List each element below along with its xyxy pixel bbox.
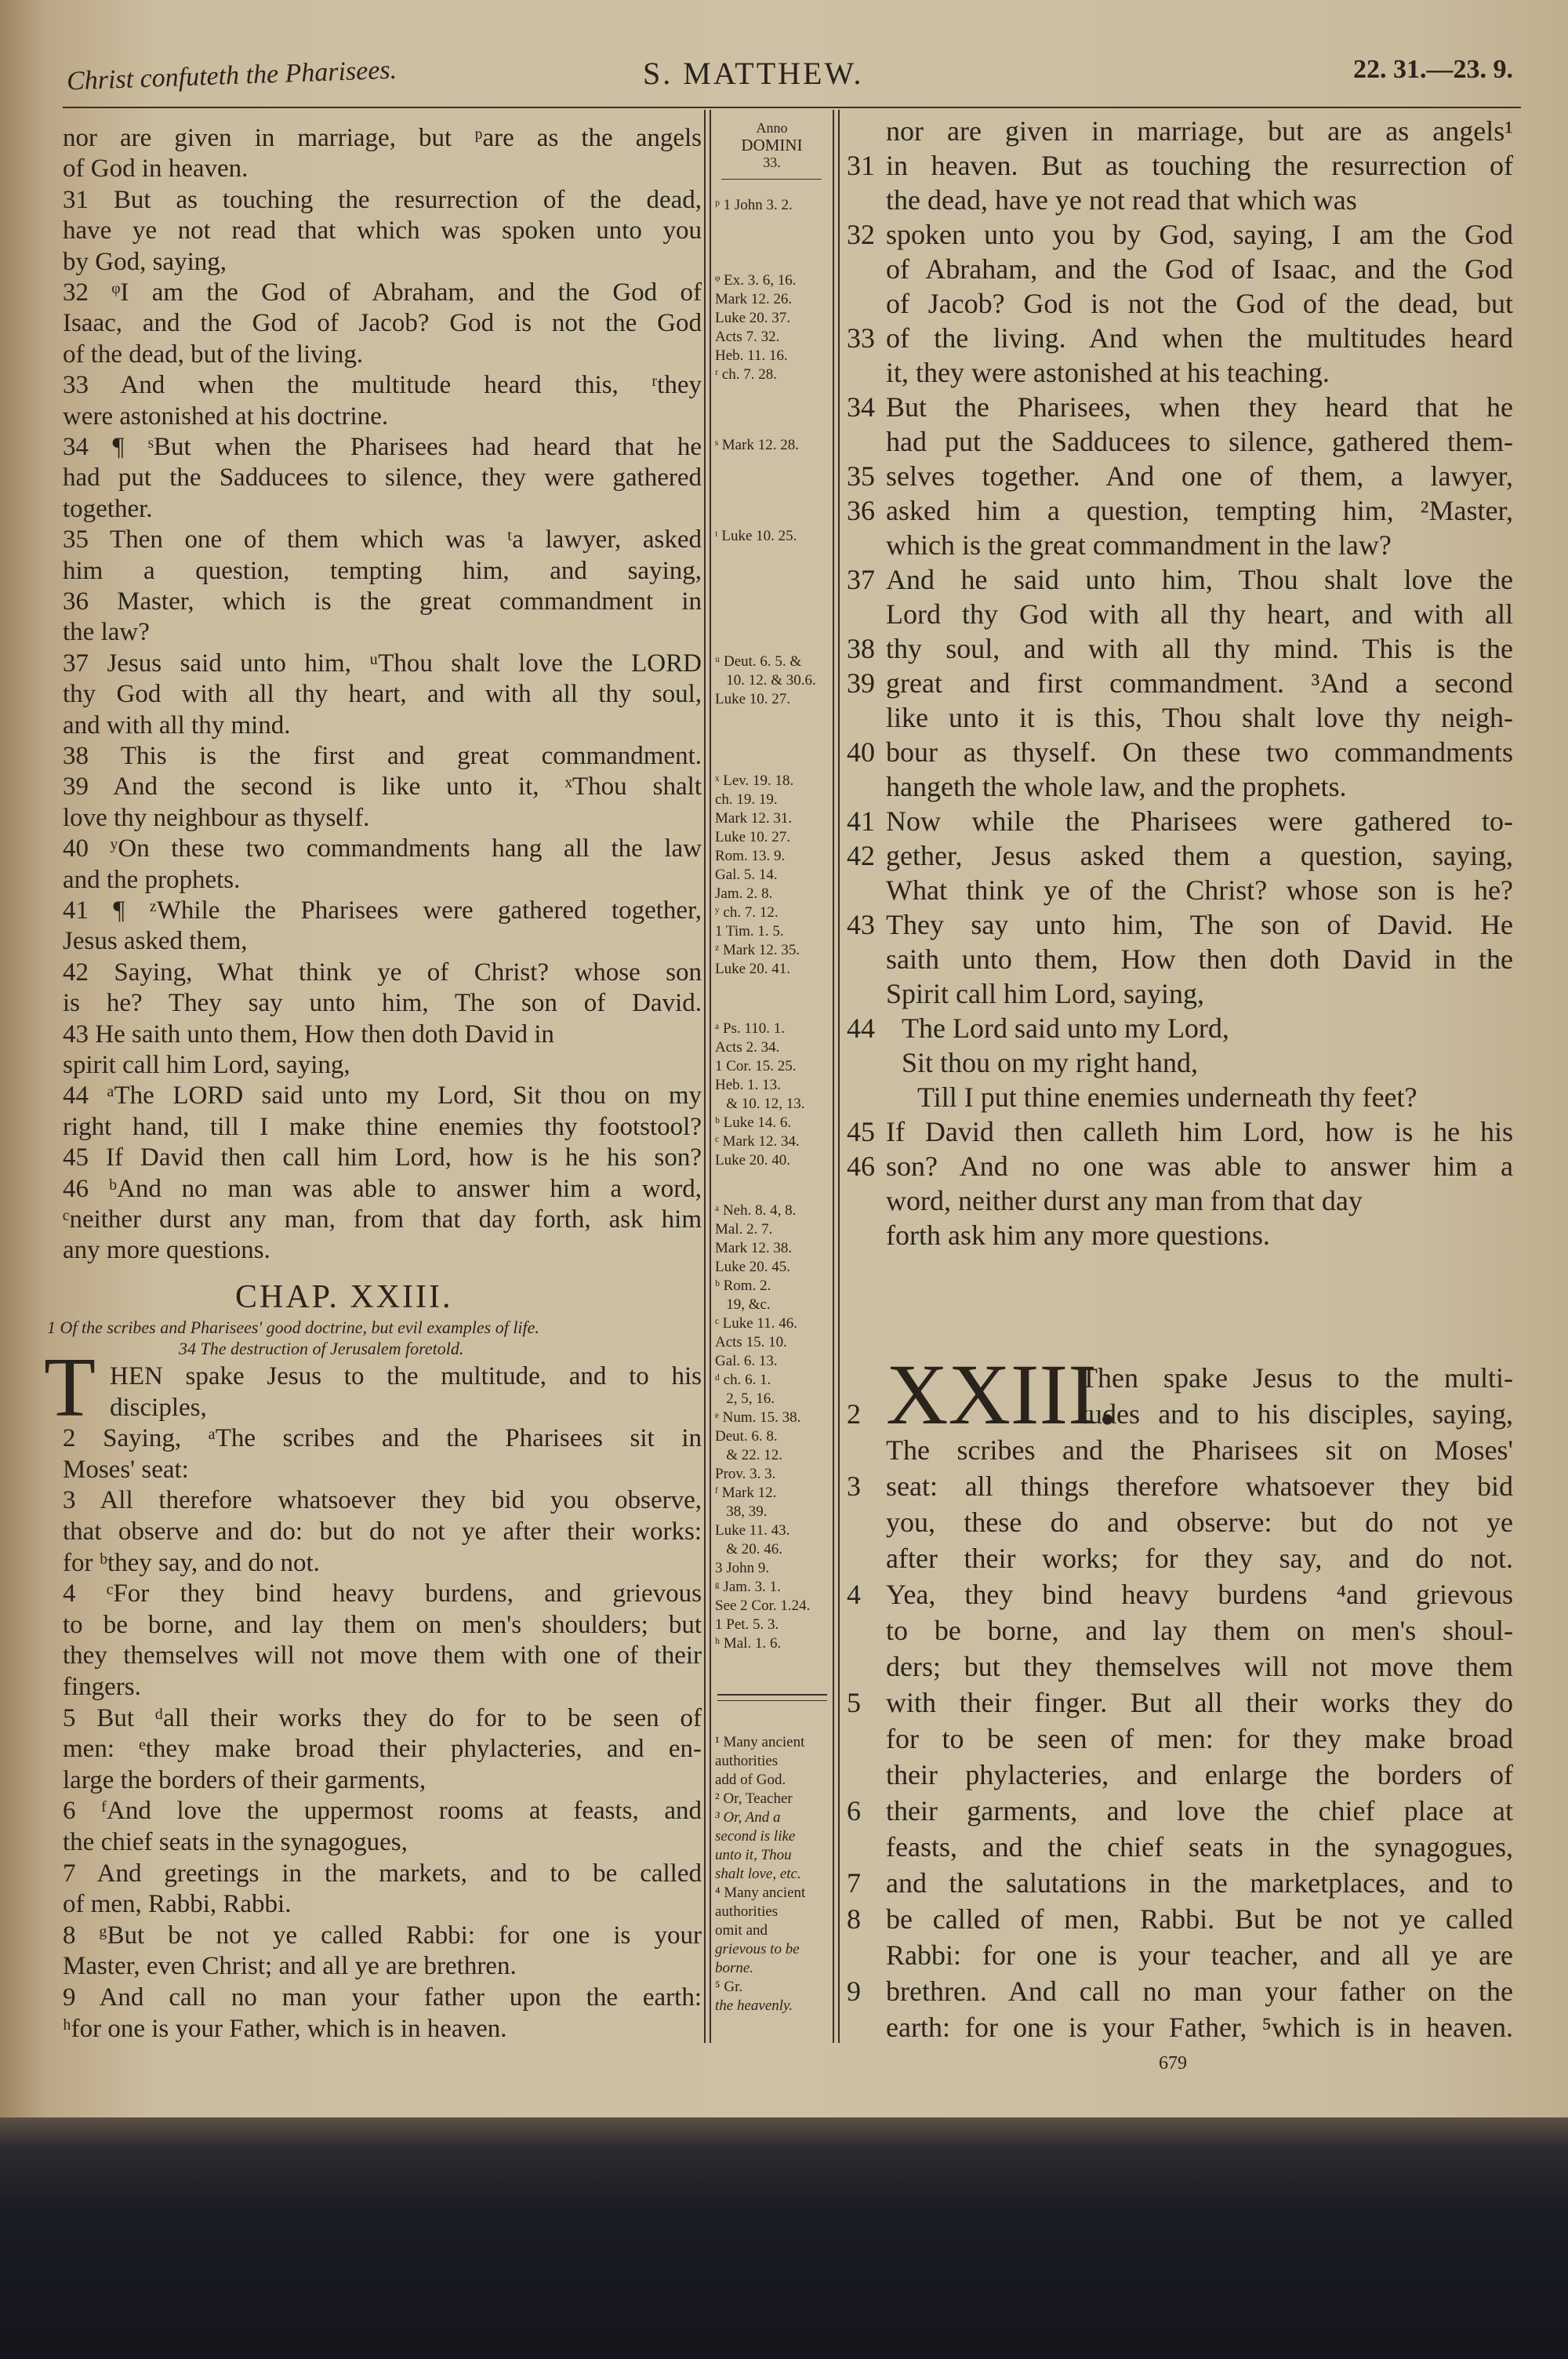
text-line: Master, even Christ; and all ye are brethren. bbox=[63, 1952, 517, 1981]
text-line: 4 ᶜFor they bind heavy burdens, and grievous bbox=[63, 1579, 702, 1608]
footnote: shalt love, etc. bbox=[715, 1866, 801, 1882]
verse-number: 39 bbox=[847, 667, 875, 699]
cross-reference: Gal. 6. 13. bbox=[715, 1353, 778, 1369]
cross-reference: 1 Cor. 15. 25. bbox=[715, 1058, 797, 1074]
cross-reference: 1 Pet. 5. 3. bbox=[715, 1616, 779, 1633]
cross-reference: & 22. 12. bbox=[715, 1447, 783, 1463]
text-line: of Jacob? God is not the God of the dead, but bbox=[886, 288, 1513, 319]
text-line: 41 ¶ ᶻWhile the Pharisees were gathered together, bbox=[63, 896, 702, 925]
footnote: grievous to be bbox=[715, 1941, 800, 1957]
chapter-verse-reference: 22. 31.—23. 9. bbox=[1353, 55, 1513, 84]
cross-reference: Mark 12. 31. bbox=[715, 810, 793, 827]
text-line: 46 ᵇAnd no man was able to answer him a word, bbox=[63, 1174, 702, 1203]
chapter-title: CHAP. XXIII. bbox=[235, 1279, 453, 1315]
text-line: of men, Rabbi, Rabbi. bbox=[63, 1890, 292, 1919]
cross-reference: ᶜ Mark 12. 34. bbox=[715, 1133, 800, 1150]
cross-reference: Luke 20. 41. bbox=[715, 961, 791, 977]
text-line: tudes and to his disciples, saying, bbox=[1080, 1398, 1513, 1430]
cross-reference: Luke 20. 45. bbox=[715, 1259, 791, 1275]
text-line: in heaven. But as touching the resurrection of bbox=[886, 150, 1513, 181]
text-line: Then spake Jesus to the multi- bbox=[1080, 1362, 1513, 1394]
text-line: for ᵇthey say, and do not. bbox=[63, 1548, 320, 1577]
text-line: the law? bbox=[63, 618, 150, 647]
text-line: thy God with all thy heart, and with all thy soul, bbox=[63, 680, 702, 709]
text-line: it, they were astonished at his teaching. bbox=[886, 357, 1330, 388]
text-line: 39 And the second is like unto it, ˣThou shalt bbox=[63, 772, 702, 801]
text-line: hangeth the whole law, and the prophets. bbox=[886, 771, 1347, 802]
text-line: And he said unto him, Thou shalt love the bbox=[886, 564, 1513, 595]
anno-domini bbox=[711, 119, 833, 171]
text-line: asked him a question, tempting him, ²Master, bbox=[886, 495, 1513, 526]
cross-reference: ʳ ch. 7. 28. bbox=[715, 366, 778, 383]
text-line: Moses' seat: bbox=[63, 1455, 189, 1484]
text-line: ᶜneither durst any man, from that day forth, ask him bbox=[63, 1205, 702, 1234]
chapter-numeral: XXIII. bbox=[886, 1347, 1119, 1442]
text-line: their phylacteries, and enlarge the borders of bbox=[886, 1759, 1513, 1790]
verse-number: 44 bbox=[847, 1012, 875, 1044]
cross-reference: ᵉ Num. 15. 38. bbox=[715, 1409, 801, 1426]
text-line: 44 ᵃThe LORD said unto my Lord, Sit thou on my bbox=[63, 1081, 702, 1110]
verse-number: 2 bbox=[847, 1398, 861, 1430]
text-line: Now while the Pharisees were gathered to- bbox=[886, 805, 1513, 837]
chapter-summary: 34 The destruction of Jerusalem foretold. bbox=[179, 1339, 464, 1358]
text-line: 31 But as touching the resurrection of the dead, bbox=[63, 185, 702, 214]
cross-reference: ᵖ 1 John 3. 2. bbox=[715, 197, 793, 213]
footnote: unto it, Thou bbox=[715, 1847, 792, 1863]
cross-reference: ᵘ Deut. 6. 5. & bbox=[715, 653, 802, 670]
cross-reference: Rom. 13. 9. bbox=[715, 848, 786, 864]
header-rule bbox=[63, 107, 1521, 108]
cross-reference: Mal. 2. 7. bbox=[715, 1221, 773, 1238]
verse-number: 9 bbox=[847, 1976, 861, 2007]
book-title: S. MATTHEW. bbox=[643, 56, 864, 91]
verse-number: 36 bbox=[847, 495, 875, 526]
cross-reference: Jam. 2. 8. bbox=[715, 885, 773, 902]
text-line: to be borne, and lay them on men's shoulders; but bbox=[63, 1610, 702, 1639]
cross-reference: 3 John 9. bbox=[715, 1560, 770, 1576]
text-line: were astonished at his doctrine. bbox=[63, 402, 389, 431]
text-line: of God in heaven. bbox=[63, 154, 249, 184]
text-line: large the borders of their garments, bbox=[63, 1765, 426, 1794]
verse-number: 7 bbox=[847, 1867, 861, 1899]
text-line: The Lord said unto my Lord, bbox=[902, 1012, 1229, 1044]
text-line: 8 ᵍBut be not ye called Rabbi: for one is your bbox=[63, 1921, 702, 1950]
text-line: had put the Sadducees to silence, they were gathered bbox=[63, 463, 702, 493]
text-line: 5 But ᵈall their works they do for to be seen of bbox=[63, 1703, 702, 1732]
cross-reference: ʰ Mal. 1. 6. bbox=[715, 1635, 782, 1652]
cross-reference: ᶜ Luke 11. 46. bbox=[715, 1315, 797, 1332]
cross-reference: Luke 11. 43. bbox=[715, 1522, 790, 1539]
verse-number: 40 bbox=[847, 736, 875, 768]
footnote: authorities bbox=[715, 1753, 779, 1769]
text-line: 36 Master, which is the great commandment in bbox=[63, 587, 702, 616]
cross-reference: See 2 Cor. 1.24. bbox=[715, 1598, 811, 1614]
text-line: and the prophets. bbox=[63, 865, 241, 894]
cross-reference: ˢ Mark 12. 28. bbox=[715, 437, 799, 453]
verse-number: 38 bbox=[847, 633, 875, 664]
text-line: Sit thou on my right hand, bbox=[902, 1047, 1198, 1078]
text-line: But the Pharisees, when they heard that he bbox=[886, 391, 1513, 423]
verse-number: 3 bbox=[847, 1470, 861, 1502]
text-line: 2 Saying, ᵃThe scribes and the Pharisees sit in bbox=[63, 1424, 702, 1453]
verse-number: 31 bbox=[847, 150, 875, 181]
verse-number: 34 bbox=[847, 391, 875, 423]
text-line: gether, Jesus asked them a question, saying, bbox=[886, 840, 1513, 871]
text-line: saith unto them, How then doth David in the bbox=[886, 943, 1513, 975]
text-line: by God, saying, bbox=[63, 247, 227, 276]
running-title: Christ confuteth the Pharisees. bbox=[66, 55, 397, 96]
cross-reference: 2, 5, 16. bbox=[715, 1390, 775, 1407]
text-line: 6 ᶠAnd love the uppermost rooms at feasts, and bbox=[63, 1797, 702, 1826]
text-line: earth: for one is your Father, ⁵which is in heaven. bbox=[886, 2012, 1513, 2043]
verse-number: 33 bbox=[847, 322, 875, 354]
anno-rule bbox=[721, 179, 822, 180]
text-line: great and first commandment. ³And a second bbox=[886, 667, 1513, 699]
text-line: 3 All therefore whatsoever they bid you observe, bbox=[63, 1486, 702, 1515]
cross-reference: ᵍ Jam. 3. 1. bbox=[715, 1579, 781, 1595]
text-line: 32 ᵠI am the God of Abraham, and the God of bbox=[63, 278, 702, 307]
text-line: him a question, tempting him, and saying, bbox=[63, 556, 702, 585]
cross-reference: ᵗ Luke 10. 25. bbox=[715, 528, 797, 544]
text-line: 38 This is the first and great commandment. bbox=[63, 742, 702, 770]
text-line: spirit call him Lord, saying, bbox=[63, 1051, 350, 1079]
text-line: 45 If David then call him Lord, how is he his son? bbox=[63, 1143, 702, 1172]
text-line: spoken unto you by God, saying, I am the God bbox=[886, 219, 1513, 250]
text-line: If David then calleth him Lord, how is he his bbox=[886, 1116, 1513, 1147]
text-line: ʰfor one is your Father, which is in heaven. bbox=[63, 2014, 507, 2043]
text-line: The scribes and the Pharisees sit on Moses' bbox=[886, 1434, 1513, 1466]
cross-reference: Luke 10. 27. bbox=[715, 829, 791, 845]
text-line: 35 Then one of them which was ᵗa lawyer, asked bbox=[63, 525, 702, 554]
footnote-rule bbox=[717, 1700, 827, 1701]
text-line: right hand, till I make thine enemies thy footstool? bbox=[63, 1112, 702, 1141]
cross-reference: Acts 7. 32. bbox=[715, 329, 780, 345]
verse-number: 45 bbox=[847, 1116, 875, 1147]
footnote: omit and bbox=[715, 1922, 768, 1939]
cross-reference: Gal. 5. 14. bbox=[715, 867, 778, 883]
footnote-rule bbox=[717, 1694, 827, 1696]
cross-reference: ʸ ch. 7. 12. bbox=[715, 904, 779, 921]
footnote: ⁴ Many ancient bbox=[715, 1885, 806, 1901]
text-line: and the salutations in the marketplaces, and to bbox=[886, 1867, 1513, 1899]
footnote: ³ Or, And a bbox=[715, 1809, 781, 1826]
cross-reference: Luke 20. 37. bbox=[715, 310, 791, 326]
text-line: nor are given in marriage, but ᵖare as the angels bbox=[63, 124, 702, 152]
text-line: 43 He saith unto them, How then doth David in bbox=[63, 1020, 554, 1049]
cross-reference: Prov. 3. 3. bbox=[715, 1466, 776, 1482]
text-line: of the living. And when the multitudes heard bbox=[886, 322, 1513, 354]
text-line: They say unto him, The son of David. He bbox=[886, 909, 1513, 940]
footnote: second is like bbox=[715, 1828, 796, 1845]
text-line: any more questions. bbox=[63, 1236, 270, 1265]
text-line: like unto it is this, Thou shalt love thy neigh- bbox=[886, 702, 1513, 733]
page-number: 679 bbox=[1159, 2053, 1187, 2074]
text-line: you, these do and observe: but do not ye bbox=[886, 1507, 1513, 1538]
text-line: with their finger. But all their works they do bbox=[886, 1687, 1513, 1718]
text-line: 37 Jesus said unto him, ᵘThou shalt love the LORD bbox=[63, 649, 702, 678]
verse-number: 37 bbox=[847, 564, 875, 595]
text-line: brethren. And call no man your father on the bbox=[886, 1976, 1513, 2007]
text-line: feasts, and the chief seats in the synagogues, bbox=[886, 1831, 1513, 1863]
cross-reference: 10. 12. & 30.6. bbox=[715, 672, 816, 689]
drop-cap: T bbox=[44, 1341, 96, 1434]
verse-number: 8 bbox=[847, 1903, 861, 1935]
column-rule bbox=[833, 110, 834, 2043]
text-line: their garments, and love the chief place at bbox=[886, 1795, 1513, 1826]
cross-reference: Acts 15. 10. bbox=[715, 1334, 787, 1350]
text-line: What think ye of the Christ? whose son is he? bbox=[886, 874, 1513, 906]
verse-number: 41 bbox=[847, 805, 875, 837]
cross-reference: Mark 12. 38. bbox=[715, 1240, 793, 1256]
cross-reference: ᵃ Ps. 110. 1. bbox=[715, 1020, 785, 1037]
text-line: 9 And call no man your father upon the earth: bbox=[63, 1983, 702, 2012]
text-line: of Abraham, and the God of Isaac, and the God bbox=[886, 253, 1513, 285]
table-surface-background bbox=[0, 2117, 1568, 2359]
verse-number: 4 bbox=[847, 1579, 861, 1610]
text-line: of the dead, but of the living. bbox=[63, 340, 364, 369]
text-line: they themselves will not move them with one of their bbox=[63, 1641, 702, 1670]
footnote: borne. bbox=[715, 1960, 754, 1976]
text-line: fingers. bbox=[63, 1673, 141, 1701]
text-line: had put the Sadducees to silence, gathered them- bbox=[886, 426, 1513, 457]
text-line: 33 And when the multitude heard this, ʳthey bbox=[63, 371, 702, 400]
cross-reference: ᵃ Neh. 8. 4, 8. bbox=[715, 1202, 797, 1219]
verse-number: 46 bbox=[847, 1150, 875, 1182]
text-line: for to be seen of men: for they make broad bbox=[886, 1723, 1513, 1754]
cross-reference: 1 Tim. 1. 5. bbox=[715, 923, 784, 940]
footnote: ⁵ Gr. bbox=[715, 1979, 743, 1995]
verse-number: 42 bbox=[847, 840, 875, 871]
text-line: 40 ʸOn these two commandments hang all the law bbox=[63, 834, 702, 863]
text-line: that observe and do: but do not ye after their works: bbox=[63, 1518, 702, 1546]
verse-number: 35 bbox=[847, 460, 875, 492]
text-line: have ye not read that which was spoken unto you bbox=[63, 216, 702, 245]
cross-reference: Deut. 6. 8. bbox=[715, 1428, 778, 1445]
text-line: bour as thyself. On these two commandments bbox=[886, 736, 1513, 768]
cross-reference: ᵇ Luke 14. 6. bbox=[715, 1114, 792, 1131]
cross-reference: & 20. 46. bbox=[715, 1541, 783, 1558]
column-rule bbox=[838, 110, 840, 2043]
cross-reference: ˣ Lev. 19. 18. bbox=[715, 772, 794, 789]
text-line: Isaac, and the God of Jacob? God is not the God bbox=[63, 309, 702, 338]
cross-reference: 19, &c. bbox=[715, 1296, 771, 1313]
text-line: selves together. And one of them, a lawyer, bbox=[886, 460, 1513, 492]
text-line: together. bbox=[63, 494, 153, 523]
text-line: be called of men, Rabbi. But be not ye called bbox=[886, 1903, 1513, 1935]
cross-reference: ᵠ Ex. 3. 6, 16. bbox=[715, 272, 797, 289]
text-line: to be borne, and lay them on men's shoul- bbox=[886, 1615, 1513, 1646]
text-line: thy soul, and with all thy mind. This is the bbox=[886, 633, 1513, 664]
text-line: Lord thy God with all thy heart, and with all bbox=[886, 598, 1513, 630]
text-line: 34 ¶ ˢBut when the Pharisees had heard that he bbox=[63, 433, 702, 461]
text-line: Jesus asked them, bbox=[63, 927, 248, 956]
cross-reference: ᵈ ch. 6. 1. bbox=[715, 1372, 771, 1388]
year-label: 33. bbox=[763, 154, 781, 170]
cross-reference: Luke 10. 27. bbox=[715, 691, 791, 707]
cross-reference: ᶻ Mark 12. 35. bbox=[715, 942, 800, 958]
text-line: the dead, have ye not read that which was bbox=[886, 184, 1357, 216]
text-line: HEN spake Jesus to the multitude, and to his bbox=[110, 1362, 702, 1390]
text-line: son? And no one was able to answer him a bbox=[886, 1150, 1513, 1182]
verse-number: 43 bbox=[847, 909, 875, 940]
text-line: 42 Saying, What think ye of Christ? whose son bbox=[63, 958, 702, 987]
chapter-summary: 1 Of the scribes and Pharisees' good doctrine, but evil examples of life. bbox=[47, 1318, 539, 1337]
footnote: the heavenly. bbox=[715, 1997, 793, 2014]
text-line: which is the great commandment in the law? bbox=[886, 529, 1392, 561]
footnote: authorities bbox=[715, 1903, 779, 1920]
text-line: ders; but they themselves will not move them bbox=[886, 1651, 1513, 1682]
cross-reference: Mark 12. 26. bbox=[715, 291, 793, 307]
text-line: is he? They say unto him, The son of David. bbox=[63, 989, 702, 1018]
cross-reference: Luke 20. 40. bbox=[715, 1152, 791, 1169]
footnote: ² Or, Teacher bbox=[715, 1790, 793, 1807]
verse-number: 32 bbox=[847, 219, 875, 250]
column-rule bbox=[710, 110, 711, 2043]
text-line: men: ᵉthey make broad their phylacteries, and en- bbox=[63, 1735, 702, 1764]
text-line: Spirit call him Lord, saying, bbox=[886, 978, 1204, 1009]
footnote: ¹ Many ancient bbox=[715, 1734, 805, 1750]
text-line: 7 And greetings in the markets, and to be called bbox=[63, 1859, 702, 1888]
cross-reference: ᶠ Mark 12. bbox=[715, 1485, 777, 1501]
text-line: and with all thy mind. bbox=[63, 711, 291, 740]
text-line: the chief seats in the synagogues, bbox=[63, 1828, 408, 1856]
text-line: Rabbi: for one is your teacher, and all ye are bbox=[886, 1939, 1513, 1971]
text-line: nor are given in marriage, but are as angels¹ bbox=[886, 115, 1513, 147]
text-line: forth ask him any more questions. bbox=[886, 1219, 1270, 1251]
domini-label: DOMINI bbox=[741, 136, 803, 154]
cross-reference: Acts 2. 34. bbox=[715, 1039, 780, 1056]
text-line: Yea, they bind heavy burdens ⁴and grievous bbox=[886, 1579, 1513, 1610]
text-line: seat: all things therefore whatsoever they bid bbox=[886, 1470, 1513, 1502]
verse-number: 5 bbox=[847, 1687, 861, 1718]
cross-reference: ch. 19. 19. bbox=[715, 791, 778, 808]
column-rule bbox=[704, 110, 706, 2043]
text-line: love thy neighbour as thyself. bbox=[63, 803, 370, 832]
text-line: after their works; for they say, and do not. bbox=[886, 1543, 1513, 1574]
cross-reference: Heb. 1. 13. bbox=[715, 1077, 781, 1093]
text-line: disciples, bbox=[110, 1393, 207, 1422]
footnote: add of God. bbox=[715, 1772, 786, 1788]
text-line: word, neither durst any man from that day bbox=[886, 1185, 1363, 1216]
anno-label: Anno bbox=[756, 120, 788, 136]
cross-reference: ᵇ Rom. 2. bbox=[715, 1278, 771, 1294]
verse-number: 6 bbox=[847, 1795, 861, 1826]
cross-reference: 38, 39. bbox=[715, 1503, 768, 1520]
text-line: Till I put thine enemies underneath thy feet? bbox=[917, 1081, 1417, 1113]
cross-reference: & 10. 12, 13. bbox=[715, 1096, 805, 1112]
cross-reference: Heb. 11. 16. bbox=[715, 347, 788, 364]
